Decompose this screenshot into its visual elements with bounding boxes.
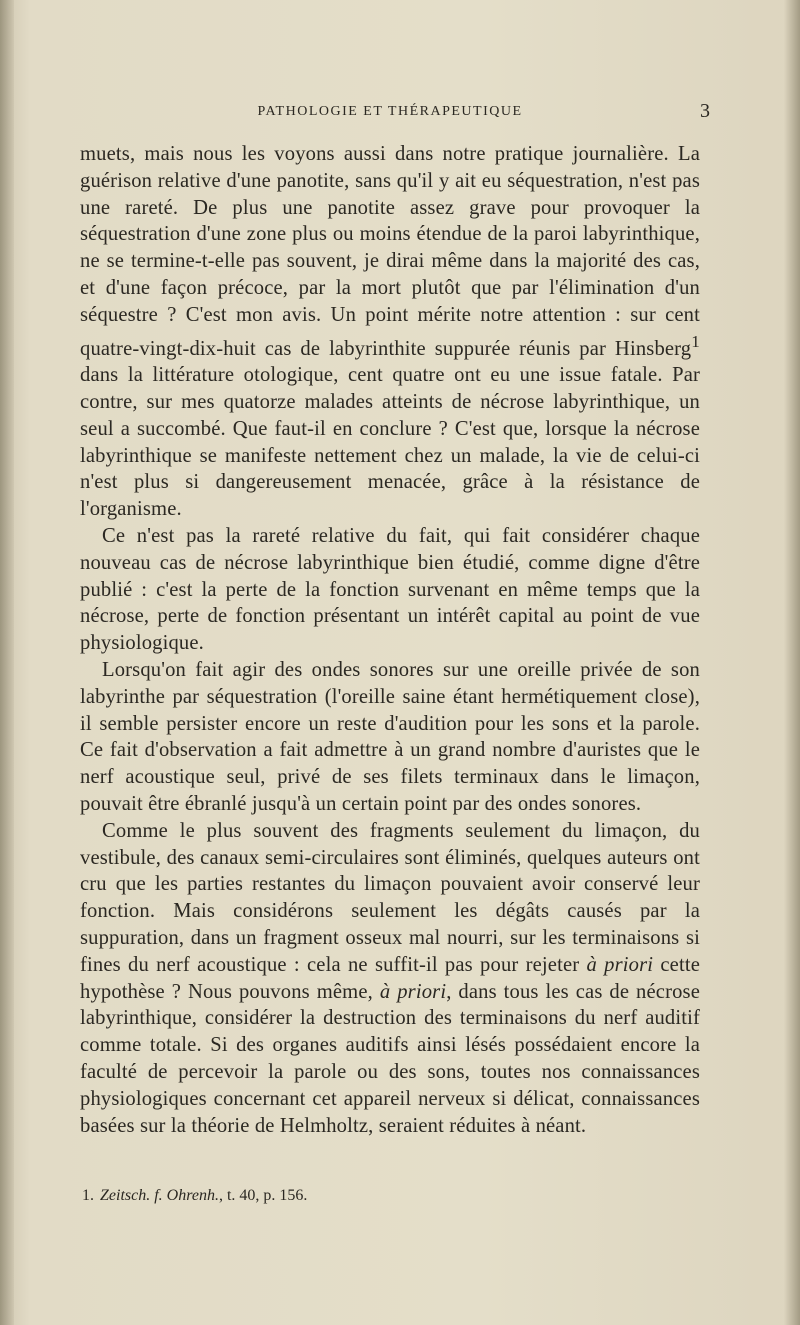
page-right-edge: [784, 0, 800, 1325]
running-title: PATHOLOGIE ET THÉRAPEUTIQUE: [257, 104, 523, 119]
page-number: 3: [700, 100, 710, 122]
text-segment: muets, mais nous les voyons aussi dans notre pratique journalière. La guérison relative d'une panotite, sans qu'il y ait eu séquestration, n'est pas une rareté. De plus une panotite assez grave pour provoquer la séquestration d'une zone plus ou moins étendue de la paroi labyrinthique, ne se termine-t-elle pas souvent, je dirai même dans la majorité des cas, et d'une façon précoce, par la mort plutôt que par l'élimination d'un séquestre ? C'est mon avis. Un point mérite notre attention : sur cent quatre-vingt-dix-huit cas de labyrinthite suppurée réunis par Hinsberg: [80, 143, 700, 360]
text-segment: Lorsqu'on fait agir des ondes sonores sur une oreille privée de son labyrinthe par séquestration (l'oreille saine étant hermétiquement close), il semble persister encore un reste d'audition pour les sons et la parole. Ce fait d'observation a fait admettre à un grand nombre d'auristes que le nerf acoustique seul, privé de ses filets terminaux dans le limaçon, pouvait être ébranlé jusqu'à un certain point par des ondes sonores.: [80, 659, 700, 815]
footnote-marker: 1: [691, 331, 700, 351]
text-segment: , dans tous les cas de nécrose labyrinthique, considérer la destruction des terminaisons du nerf auditif comme totale. Si des organes auditifs ainsi lésés possédaient encore la faculté de percevoir la parole ou des sons, toutes nos connaissances physiologiques concernant cet appareil nerveux si délicat, connaissances basées sur la théorie de Helmholtz, seraient réduites à néant.: [80, 980, 700, 1137]
paragraph: [80, 818, 700, 1140]
footnote-number: 1.: [82, 1187, 94, 1204]
paragraph: [80, 523, 700, 657]
italic-term: à priori: [586, 953, 654, 976]
paragraph: [80, 657, 700, 818]
text-segment: Ce n'est pas la rareté relative du fait, qui fait considérer chaque nouveau cas de nécrose labyrinthique bien étudié, comme digne d'être publié : c'est la perte de la fonction survenant en même temps que la nécrose, perte de fonction présentant un intérêt capital au point de vue physiologique.: [80, 525, 700, 655]
page-left-edge: [0, 0, 14, 1325]
footnote: [82, 1187, 682, 1205]
paragraph: [80, 141, 700, 523]
footnote-source: Zeitsch. f. Ohrenh.: [100, 1187, 219, 1204]
body-text: [80, 141, 700, 1139]
page-header: [80, 100, 710, 130]
italic-term: à priori: [379, 980, 447, 1003]
text-segment: cette hypothèse ? Nous pouvons même,: [80, 953, 700, 1003]
text-segment: Comme le plus souvent des fragments seulement du limaçon, du vestibule, des canaux semi-circulaires sont éliminés, quelques auteurs ont cru que les parties restantes du limaçon pouvaient avoir conservé leur fonction. Mais considérons seulement les dégâts causés par la suppuration, dans un fragment osseux mal nourri, sur les terminaisons si fines du nerf acoustique : cela ne suffit-il pas pour rejeter: [80, 819, 700, 976]
text-segment: dans la littérature otologique, cent quatre ont eu une issue fatale. Par contre, sur mes quatorze malades atteints de nécrose labyrinthique, un seul a succombé. Que faut-il en conclure ? C'est que, lorsque la nécrose labyrinthique se manifeste nettement chez un malade, la vie de celui-ci n'est plus si dangereusement menacée, grâce à la résistance de l'organisme.: [80, 364, 700, 521]
footnote-reference: , t. 40, p. 156.: [218, 1187, 308, 1204]
